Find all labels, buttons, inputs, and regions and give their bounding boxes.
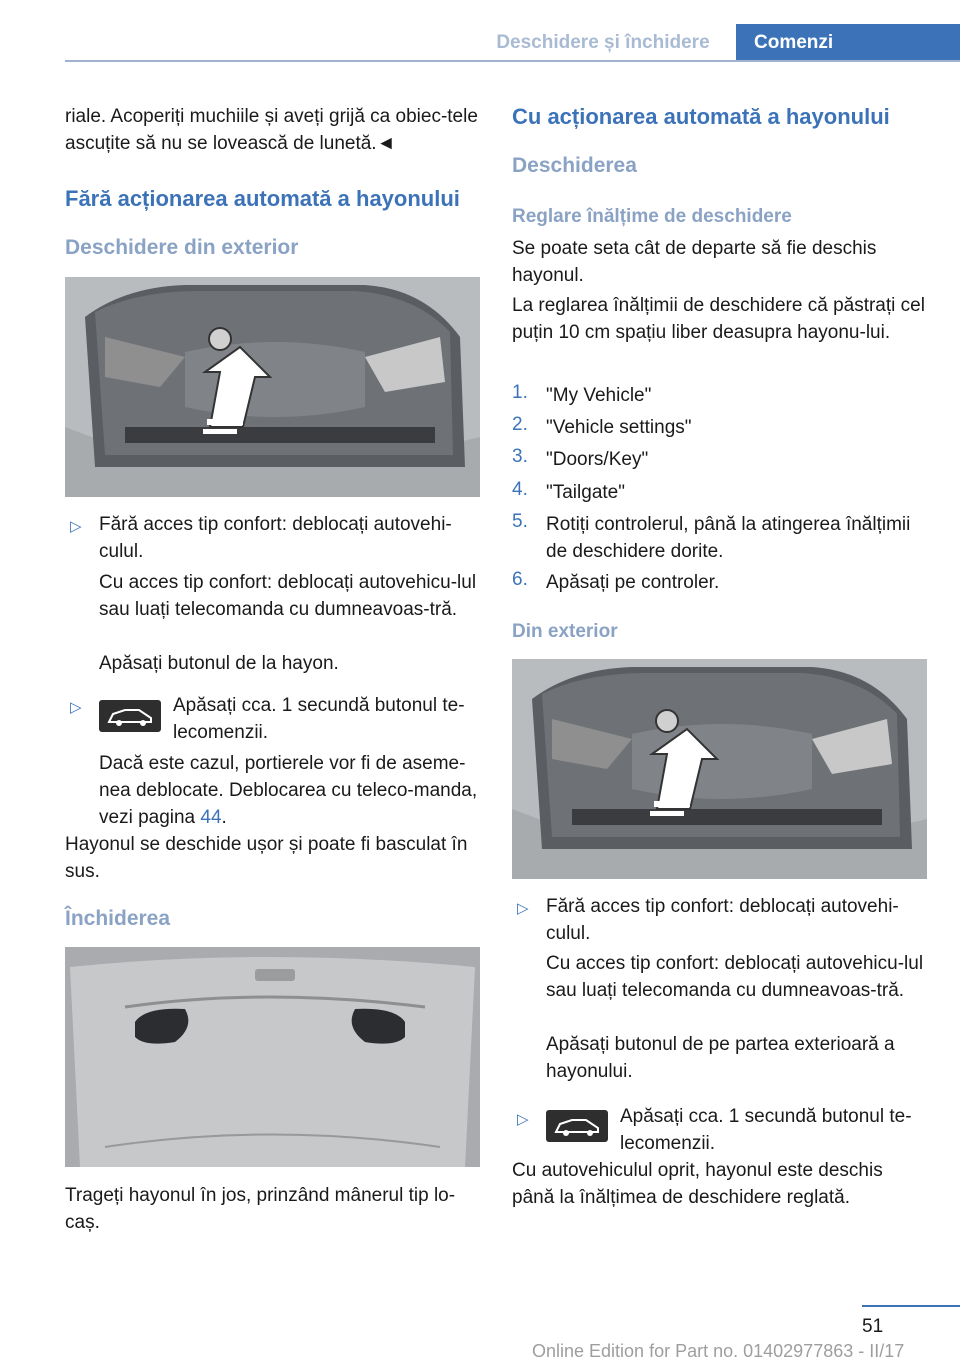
- after-auto-paragraph: Cu autovehiculul oprit, hayonul este deschis până la înălțimea de deschidere reglată.: [512, 1160, 883, 1208]
- bullet-right-1-line3: Apăsați butonul de pe partea exterioară a hayonului.: [546, 1034, 895, 1082]
- edition-watermark: Online Edition for Part no. 01402977863 - II/17: [532, 1341, 905, 1361]
- bullet-left-1-line2: Cu acces tip confort: deblocați autovehicu-lul sau luați telecomanda cu dumneavoas-tră.: [99, 572, 477, 620]
- header-chapter-tab[interactable]: Comenzi: [736, 24, 960, 62]
- bullet-right-2-line1: Apăsați cca. 1 secundă butonul te-lecomenzii.: [620, 1106, 912, 1154]
- bullet-left-1-line3: Apăsați butonul de la hayon.: [99, 653, 339, 674]
- heading-opening: Deschiderea: [512, 154, 637, 177]
- step-number: 5.: [512, 511, 528, 532]
- step-text: "My Vehicle": [546, 385, 652, 406]
- bullet-right-1-line1: Fără acces tip confort: deblocați autovehi-culul.: [546, 896, 899, 944]
- step-number: 1.: [512, 382, 528, 403]
- step-number: 6.: [512, 569, 528, 590]
- footer-rule: [862, 1305, 960, 1307]
- tailgate-automatic-photo: [512, 659, 927, 879]
- tailgate-open-photo: [65, 277, 480, 497]
- page-link-44[interactable]: 44: [200, 807, 222, 828]
- step-text: Rotiți controlerul, până la atingerea înălțimii de deschidere dorite.: [546, 514, 911, 562]
- bullet-marker: ▷: [517, 1111, 529, 1128]
- after-open-paragraph: Hayonul se deschide ușor și poate fi basculat în sus.: [65, 834, 468, 882]
- header-section-title: Deschidere și închidere: [496, 32, 710, 53]
- bullet-marker: ▷: [70, 699, 82, 716]
- bullet-left-2-line2: [99, 750, 480, 831]
- bullet-right-1-line2: Cu acces tip confort: deblocați autovehicu-lul sau luați telecomanda cu dumneavoas-tră.: [546, 953, 924, 1001]
- heading-manual-tailgate: Fără acționarea automată a hayonului: [65, 186, 460, 211]
- step-text: Apăsați pe controler.: [546, 572, 720, 593]
- heading-closing: Închiderea: [65, 907, 171, 930]
- step-text: "Tailgate": [546, 482, 625, 503]
- page-number: 51: [862, 1316, 884, 1337]
- heading-opening-height: Reglare înălțime de deschidere: [512, 206, 792, 227]
- bullet-left-1-line1: Fără acces tip confort: deblocați autovehi-culul.: [99, 514, 452, 562]
- remote-tailgate-button-icon: [99, 700, 161, 732]
- heading-automatic-tailgate: Cu acționarea automată a hayonului: [512, 104, 890, 129]
- heading-from-exterior: Din exterior: [512, 621, 618, 642]
- height-paragraph-2: La reglarea înălțimii de deschidere că păstrați cel puțin 10 cm spațiu liber deasupra hayonu-lui.: [512, 295, 925, 343]
- bullet-left-2-line1: Apăsați cca. 1 secundă butonul te-lecomenzii.: [173, 695, 465, 743]
- bullet-left-2-line2-text: Dacă este cazul, portierele vor fi de aseme-nea deblocate. Deblocarea cu teleco-manda, vezi pagina: [99, 753, 478, 828]
- height-paragraph-1: Se poate seta cât de departe să fie deschis hayonul.: [512, 238, 877, 286]
- heading-open-exterior: Deschidere din exterior: [65, 236, 299, 259]
- bullet-marker: ▷: [70, 518, 82, 535]
- step-text: "Vehicle settings": [546, 417, 692, 438]
- closing-paragraph: Trageți hayonul în jos, prinzând mânerul tip lo-caș.: [65, 1185, 456, 1233]
- step-number: 4.: [512, 479, 528, 500]
- step-number: 2.: [512, 414, 528, 435]
- intro-paragraph: riale. Acoperiți muchiile și aveți grijă ca obiec-tele ascuțite să nu se lovească de lunetă.◄: [65, 106, 478, 154]
- bullet-left-2-line2-end: .: [221, 807, 227, 828]
- remote-tailgate-button-icon: [546, 1110, 608, 1142]
- step-text: "Doors/Key": [546, 449, 649, 470]
- tailgate-inside-photo: [65, 947, 480, 1167]
- header-rule: [65, 60, 960, 62]
- bullet-marker: ▷: [517, 900, 529, 917]
- step-number: 3.: [512, 446, 528, 467]
